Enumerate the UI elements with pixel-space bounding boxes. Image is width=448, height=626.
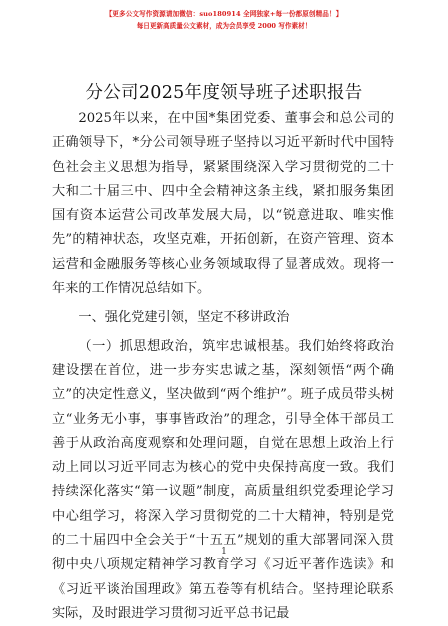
promo-banner bbox=[0, 8, 448, 32]
section-paragraph: （一）抓思想政治，筑牢忠诚根基。我们始终将政治建设摆在首位，进一步夯实忠诚之基，深刻领悟“两个确立”的决定性意义，坚决做到“两个维护”。班子成员带头树立“业务无小事，事事皆政治”的理念，引导全体干部员工善于从政治高度观察和处理问题，自觉在思想上政治上行动上同以习近平同志为核心的党中央保持高度一致。我们持续深化落实“第一议题”制度，高质量组织党委理论学习中心组学习，将深入学习贯彻党的二十大精神，特别是党的二十届四中全会关于“十五五”规划的重大部署同深入贯彻中央八项规定精神学习教育学习《习近平著作选读》和《习近平谈治国理政》第五卷等有机结合。坚持理论联系实际，及时跟进学习贯彻习近平总书记最 bbox=[52, 338, 394, 621]
section-heading: 一、强化党建引领，坚定不移讲政治 bbox=[78, 310, 290, 326]
page-number: 1 bbox=[221, 547, 227, 557]
document-title: 分公司2025年度领导班子述职报告 bbox=[85, 83, 363, 103]
promo-banner-line-2: 每日更新高质量公文素材，成为会员享受 2000 写作素材！ bbox=[136, 22, 312, 30]
intro-paragraph: 2025年以来，在中国*集团党委、董事会和总公司的正确领导下，*分公司领导班子坚持以习近平新时代中国特色社会主义思想为指导，紧紧围绕深入学习贯彻党的二十大和二十届三中、四中全会精神这条主线，紧扣服务集团国有资本运营公司改革发展大局，以“锐意进取、唯实惟先”的精神状态，攻坚克难，开拓创新，在资产管理、资本运营和金融服务等核心业务领域取得了显著成效。现将一年来的工作情况总结如下。 bbox=[52, 111, 394, 297]
promo-banner-line-1: 【更多公文写作资源请加微信：suo180914 全网独家+每一份都原创精品！】 bbox=[105, 10, 343, 18]
